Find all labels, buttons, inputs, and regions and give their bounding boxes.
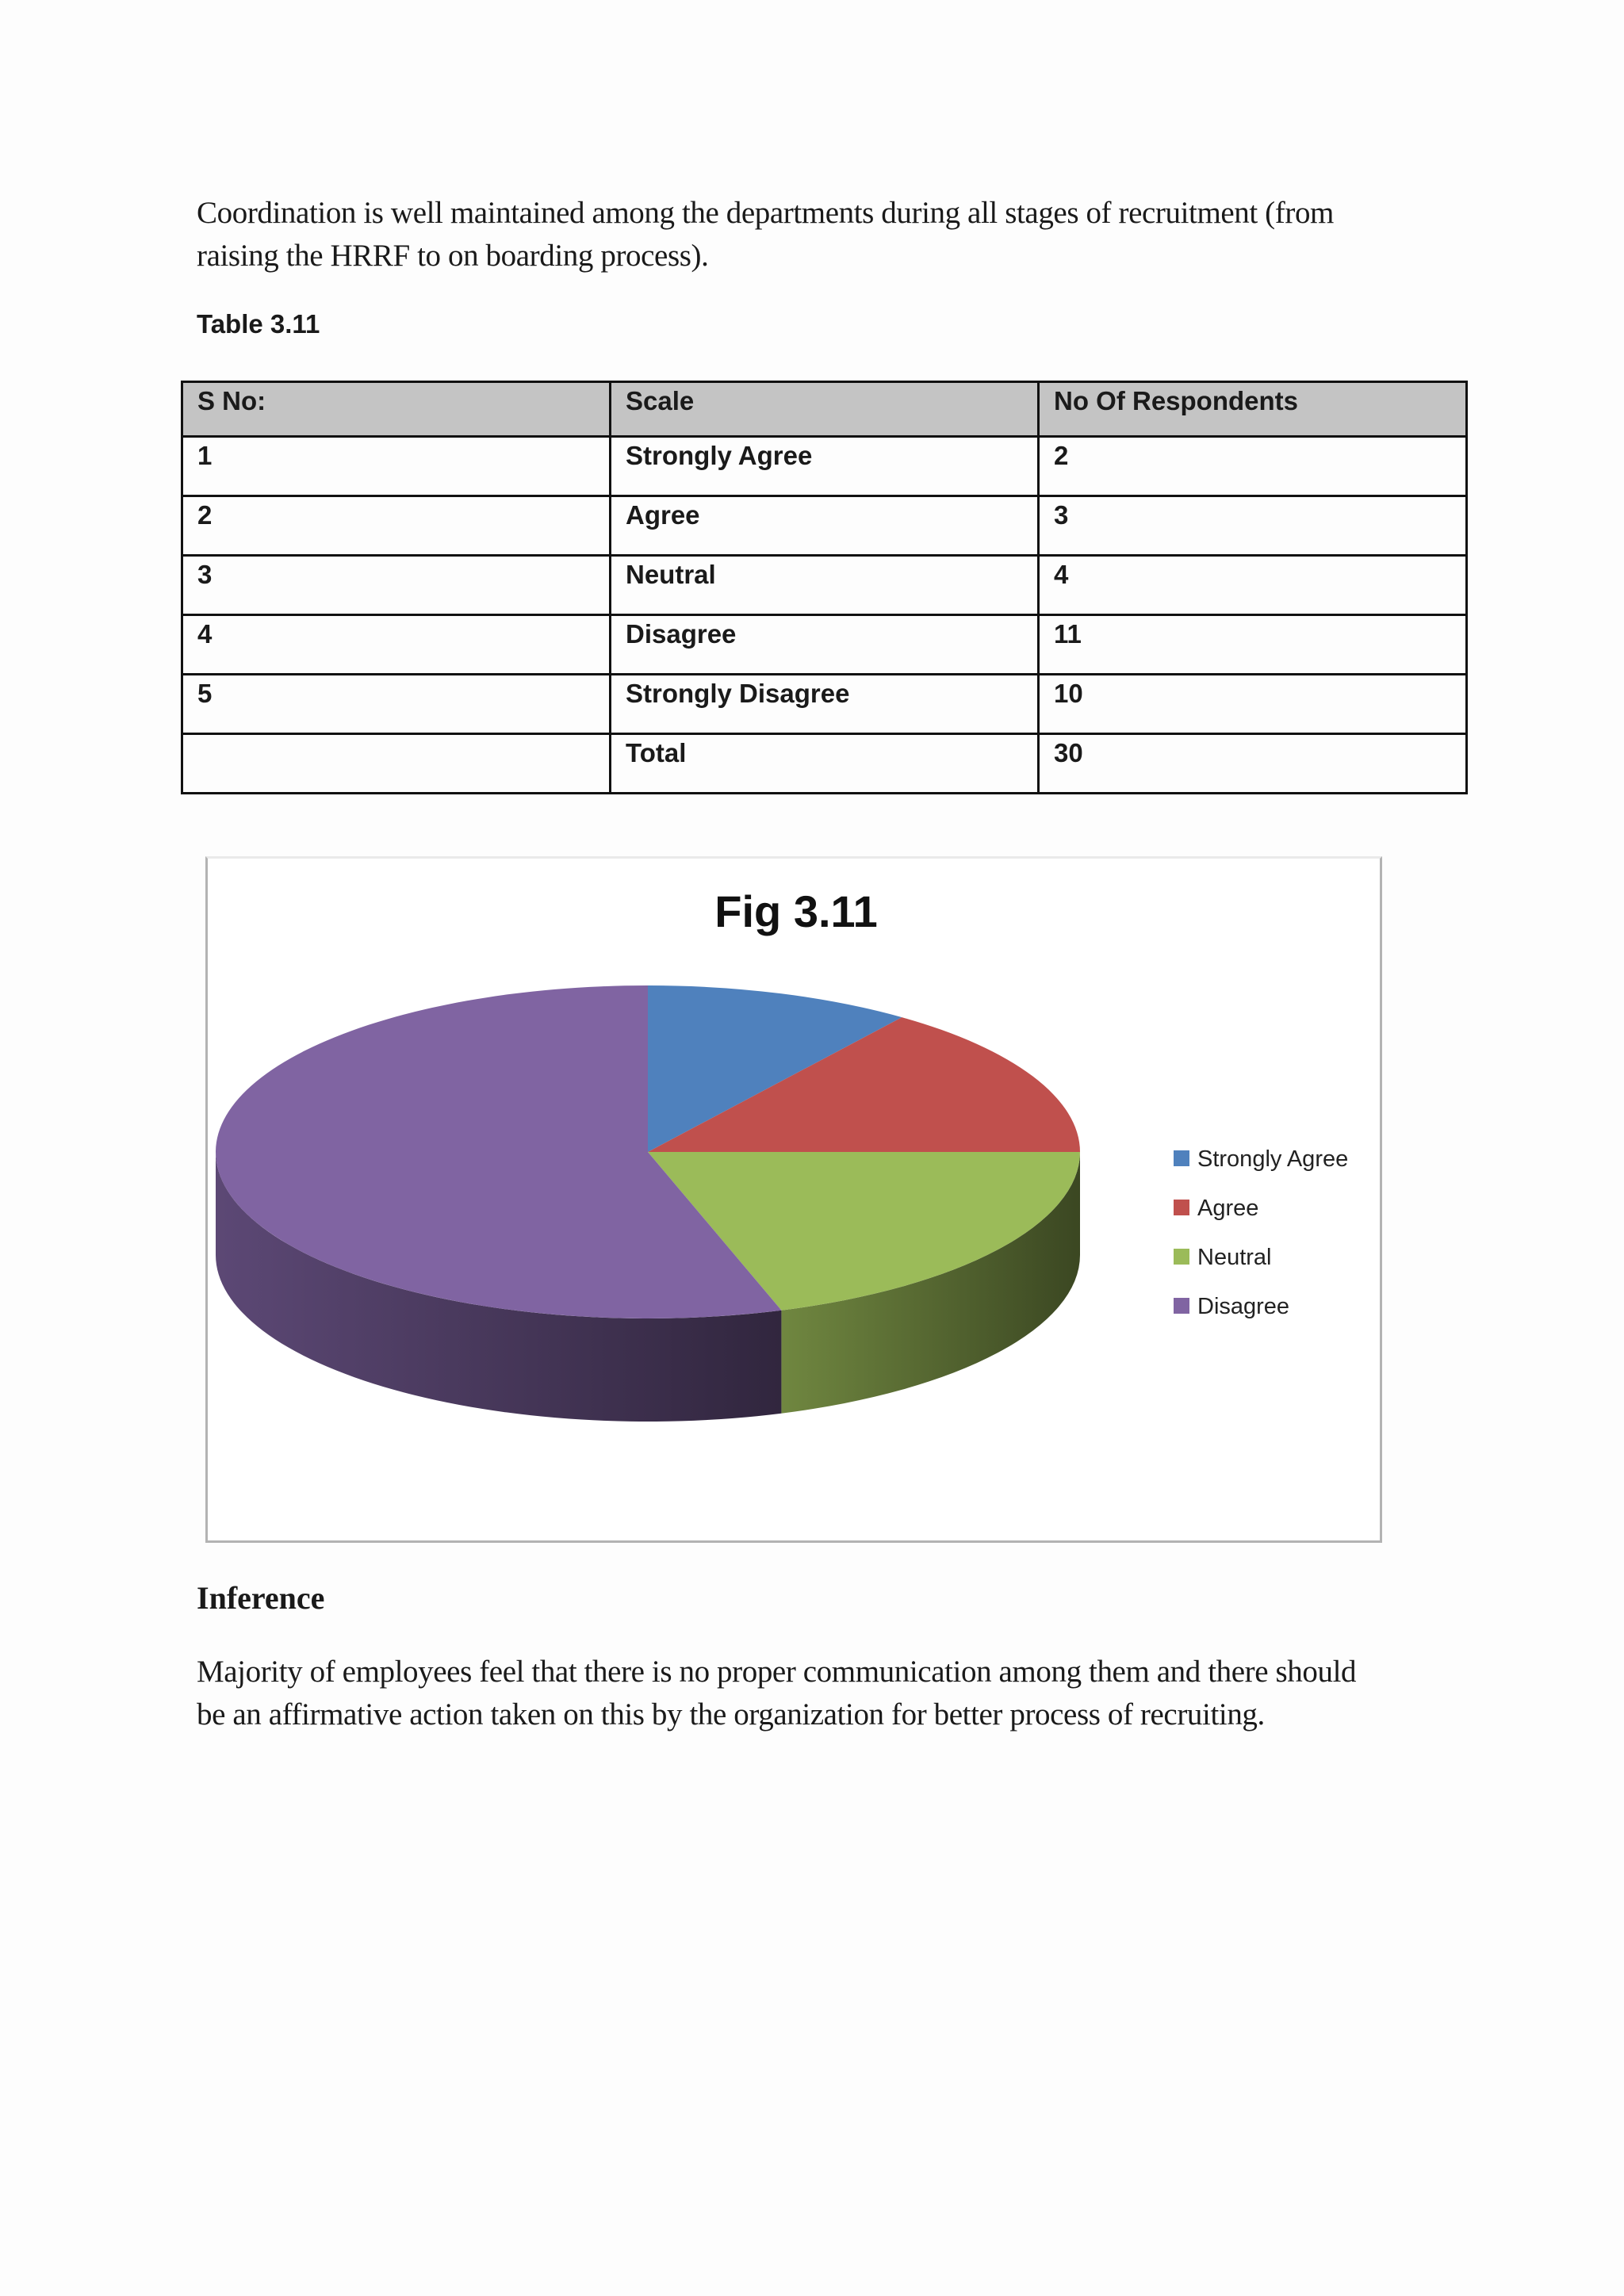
pie-slices <box>216 985 1080 1318</box>
cell-respondents: 2 <box>1039 437 1467 496</box>
inference-heading: Inference <box>197 1580 325 1616</box>
cell-sno: 3 <box>182 556 611 615</box>
intro-paragraph: Coordination is well maintained among the departments during all stages of recruitment (from raising the HRRF to on boarding process). <box>197 196 1334 273</box>
pie-chart-frame <box>205 856 1382 1543</box>
header-respondents: No Of Respondents <box>1039 382 1467 437</box>
legend-swatch-neutral <box>1174 1249 1189 1265</box>
cell-scale: Neutral <box>611 556 1039 615</box>
chart-legend <box>1174 1146 1348 1319</box>
pie-chart <box>208 859 1380 1540</box>
table-row <box>182 437 1467 496</box>
table-row <box>182 675 1467 734</box>
cell-respondents: 4 <box>1039 556 1467 615</box>
legend-label-strongly-agree: Strongly Agree <box>1197 1146 1349 1172</box>
legend-label-disagree: Disagree <box>1197 1294 1290 1319</box>
cell-respondents: 10 <box>1039 675 1467 734</box>
respondents-table <box>181 381 1468 794</box>
cell-sno: 4 <box>182 615 611 675</box>
cell-respondents: 3 <box>1039 496 1467 556</box>
header-sno: S No: <box>182 382 611 437</box>
legend-label-neutral: Neutral <box>1197 1245 1272 1270</box>
header-scale: Scale <box>611 382 1039 437</box>
cell-sno: 1 <box>182 437 611 496</box>
cell-sno: 2 <box>182 496 611 556</box>
table-header-row <box>182 382 1467 437</box>
legend-label-agree: Agree <box>1197 1196 1259 1221</box>
cell-scale: Disagree <box>611 615 1039 675</box>
table-row <box>182 615 1467 675</box>
table-caption: Table 3.11 <box>197 309 320 339</box>
cell-sno: 5 <box>182 675 611 734</box>
legend-swatch-agree <box>1174 1200 1189 1215</box>
cell-scale: Agree <box>611 496 1039 556</box>
cell-total-label: Total <box>611 734 1039 794</box>
cell-respondents: 11 <box>1039 615 1467 675</box>
cell-scale: Strongly Agree <box>611 437 1039 496</box>
table-row <box>182 496 1467 556</box>
legend-swatch-strongly-agree <box>1174 1150 1189 1166</box>
chart-title: Fig 3.11 <box>714 886 878 936</box>
table-row <box>182 556 1467 615</box>
table-total-row <box>182 734 1467 794</box>
legend-swatch-disagree <box>1174 1298 1189 1314</box>
cell-scale: Strongly Disagree <box>611 675 1039 734</box>
cell-sno <box>182 734 611 794</box>
cell-total-value: 30 <box>1039 734 1467 794</box>
inference-paragraph: Majority of employees feel that there is no proper communication among them and there should be an affirmative action taken on this by the organization for better process of recruiting. <box>197 1655 1357 1732</box>
